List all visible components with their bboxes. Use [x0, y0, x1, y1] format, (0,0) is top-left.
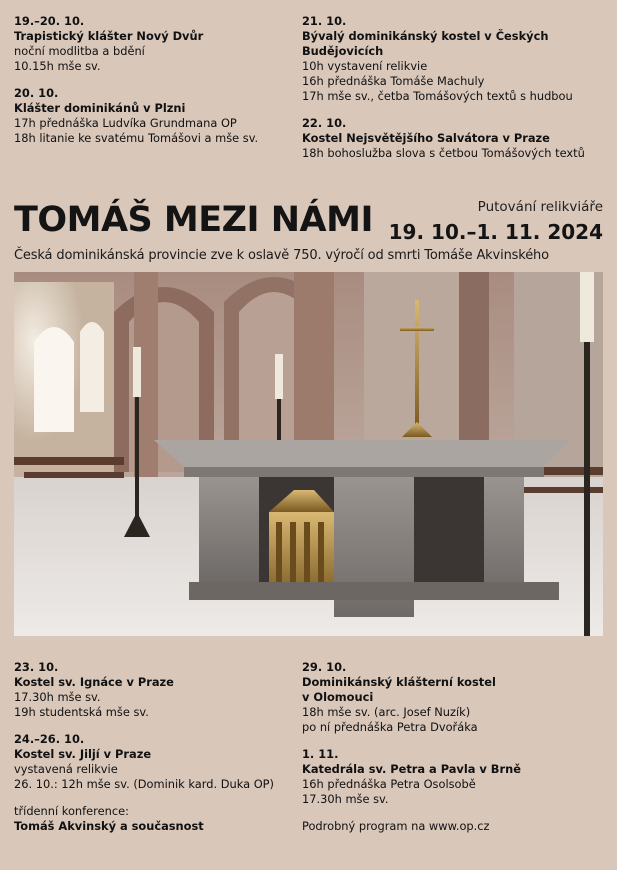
event-place: v Olomouci	[302, 690, 374, 704]
event-place: Trapistický klášter Nový Dvůr	[14, 29, 204, 43]
event-detail: vystavená relikvie	[14, 762, 118, 776]
event-detail: 10.15h mše sv.	[14, 59, 101, 73]
event-date: 22. 10.	[302, 116, 347, 130]
event-entry	[14, 732, 314, 792]
events-top-left	[14, 14, 314, 158]
event-place: Kostel Nejsvětějšího Salvátora v Praze	[302, 131, 550, 145]
event-entry	[302, 660, 612, 735]
event-entry	[14, 660, 314, 720]
program-link[interactable]: Podrobný program na www.op.cz	[302, 819, 490, 833]
events-bottom-left	[14, 660, 314, 834]
conference-label: třídenní konference:	[14, 804, 129, 818]
conference-note	[14, 804, 314, 834]
altar-reliquary-photo	[14, 272, 603, 636]
event-date: 29. 10.	[302, 660, 347, 674]
poster-tagline: Česká dominikánská provincie zve k oslavě 750. výročí od smrti Tomáše Akvinského	[14, 248, 549, 263]
event-entry	[14, 14, 314, 74]
event-detail: 19h studentská mše sv.	[14, 705, 149, 719]
event-date: 1. 11.	[302, 747, 339, 761]
event-entry	[302, 116, 612, 161]
poster-dates: 19. 10.–1. 11. 2024	[388, 220, 603, 244]
event-place: Katedrála sv. Petra a Pavla v Brně	[302, 762, 521, 776]
event-detail: 18h bohoslužba slova s četbou Tomášových textů	[302, 146, 585, 160]
event-place: Kostel sv. Ignáce v Praze	[14, 675, 174, 689]
event-detail: noční modlitba a bdění	[14, 44, 145, 58]
event-detail: 16h přednáška Petra Osolsobě	[302, 777, 476, 791]
event-entry	[14, 86, 314, 146]
event-detail: po ní přednáška Petra Dvořáka	[302, 720, 478, 734]
poster-title: TOMÁŠ MEZI NÁMI	[14, 200, 373, 240]
poster-subtitle: Putování relikviáře	[477, 199, 603, 215]
event-date: 24.–26. 10.	[14, 732, 85, 746]
event-date: 23. 10.	[14, 660, 59, 674]
events-bottom-right	[302, 660, 612, 834]
event-place: Kostel sv. Jiljí v Praze	[14, 747, 152, 761]
event-detail: 17.30h mše sv.	[302, 792, 389, 806]
conference-title: Tomáš Akvinský a současnost	[14, 819, 204, 833]
event-detail: 17h mše sv., četba Tomášových textů s hudbou	[302, 89, 573, 103]
event-date: 19.–20. 10.	[14, 14, 85, 28]
event-date: 21. 10.	[302, 14, 347, 28]
event-detail: 26. 10.: 12h mše sv. (Dominik kard. Duka OP)	[14, 777, 274, 791]
event-detail: 17h přednáška Ludvíka Grundmana OP	[14, 116, 237, 130]
event-entry	[302, 747, 612, 807]
events-top-right	[302, 14, 612, 173]
event-date: 20. 10.	[14, 86, 59, 100]
event-place: Bývalý dominikánský kostel v Českých	[302, 29, 549, 43]
event-detail: 18h litanie ke svatému Tomášovi a mše sv.	[14, 131, 259, 145]
event-place: Dominikánský klášterní kostel	[302, 675, 496, 689]
event-place: Klášter dominikánů v Plzni	[14, 101, 186, 115]
event-place: Budějovicích	[302, 44, 384, 58]
event-entry	[302, 14, 612, 104]
event-detail: 17.30h mše sv.	[14, 690, 101, 704]
event-detail: 10h vystavení relikvie	[302, 59, 428, 73]
event-detail: 16h přednáška Tomáše Machuly	[302, 74, 485, 88]
event-detail: 18h mše sv. (arc. Josef Nuzík)	[302, 705, 471, 719]
